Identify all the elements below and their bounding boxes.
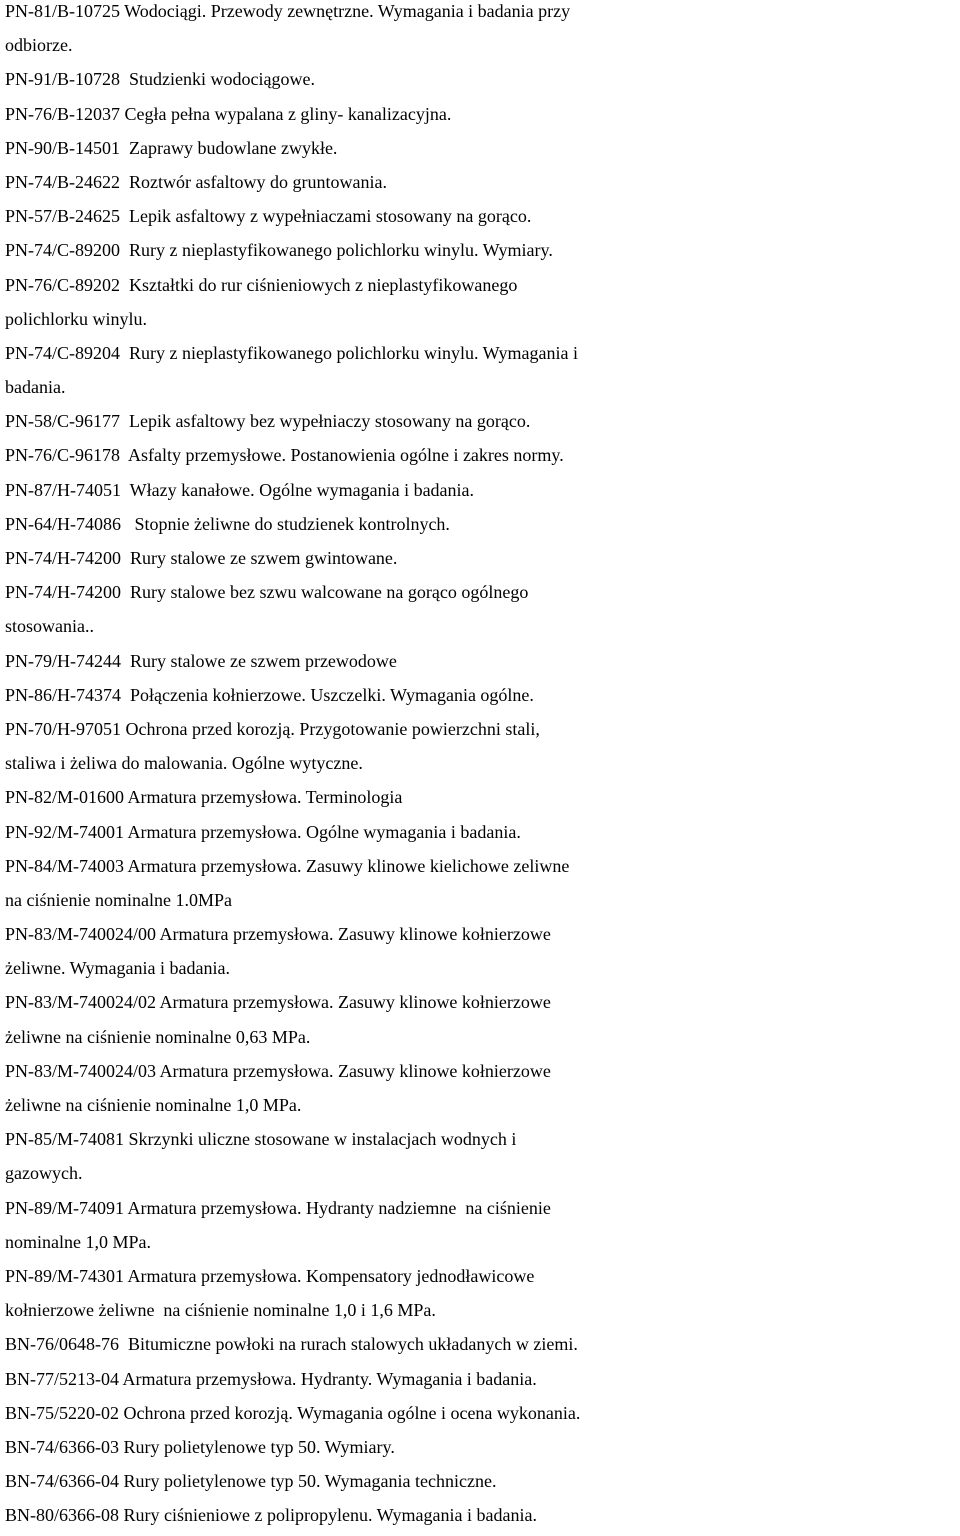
- standard-line: BN-80/6366-08 Rury ciśnieniowe z polipropylenu. Wymagania i badania.: [5, 1505, 537, 1526]
- standard-line: PN-85/M-74081 Skrzynki uliczne stosowane w instalacjach wodnych i: [5, 1129, 517, 1150]
- standard-line: PN-74/H-74200 Rury stalowe ze szwem gwintowane.: [5, 548, 398, 568]
- standard-line: stosowania..: [5, 616, 94, 637]
- standard-line: nominalne 1,0 MPa.: [5, 1231, 151, 1252]
- standard-line: PN-76/B-12037 Cegła pełna wypalana z gliny- kanalizacyjna.: [5, 103, 452, 124]
- standards-list: [5, 0, 957, 1532]
- standard-line: kołnierzowe żeliwne na ciśnienie nominalne 1,0 i 1,6 MPa.: [5, 1300, 436, 1321]
- standard-line: PN-84/M-74003 Armatura przemysłowa. Zasuwy klinowe kielichowe zeliwne: [5, 855, 570, 876]
- standard-line: PN-81/B-10725 Wodociągi. Przewody zewnętrzne. Wymagania i badania przy: [5, 1, 571, 21]
- standard-line: PN-83/M-740024/03 Armatura przemysłowa. Zasuwy klinowe kołnierzowe: [5, 1060, 551, 1081]
- standard-line: PN-70/H-97051 Ochrona przed korozją. Przygotowanie powierzchni stali,: [5, 718, 540, 739]
- standard-line: PN-58/C-96177 Lepik asfaltowy bez wypełniaczy stosowany na gorąco.: [5, 411, 531, 432]
- standard-line: gazowych.: [5, 1163, 83, 1184]
- standard-line: PN-92/M-74001 Armatura przemysłowa. Ogólne wymagania i badania.: [5, 821, 521, 842]
- standard-line: PN-90/B-14501 Zaprawy budowlane zwykłe.: [5, 137, 338, 158]
- standard-line: staliwa i żeliwa do malowania. Ogólne wytyczne.: [5, 753, 363, 774]
- standard-line: PN-76/C-96178 Asfalty przemysłowe. Postanowienia ogólne i zakres normy.: [5, 445, 564, 466]
- standard-line: PN-86/H-74374 Połączenia kołnierzowe. Uszczelki. Wymagania ogólne.: [5, 684, 534, 705]
- standard-line: badania.: [5, 377, 66, 398]
- standard-line: PN-64/H-74086 Stopnie żeliwne do studzienek kontrolnych.: [5, 513, 450, 534]
- standard-line: polichlorku winylu.: [5, 308, 147, 329]
- standard-line: PN-83/M-740024/00 Armatura przemysłowa. Zasuwy klinowe kołnierzowe: [5, 924, 551, 945]
- standard-line: PN-91/B-10728 Studzienki wodociągowe.: [5, 69, 315, 90]
- standard-line: PN-89/M-74091 Armatura przemysłowa. Hydranty nadziemne na ciśnienie: [5, 1197, 551, 1218]
- standard-line: BN-74/6366-03 Rury polietylenowe typ 50. Wymiary.: [5, 1436, 395, 1457]
- standard-line: PN-82/M-01600 Armatura przemysłowa. Terminologia: [5, 787, 403, 808]
- standard-line: odbiorze.: [5, 35, 73, 56]
- standard-line: BN-74/6366-04 Rury polietylenowe typ 50. Wymagania techniczne.: [5, 1471, 497, 1492]
- standard-line: żeliwne na ciśnienie nominalne 0,63 MPa.: [5, 1026, 311, 1047]
- standard-line: PN-79/H-74244 Rury stalowe ze szwem przewodowe: [5, 650, 397, 671]
- standard-line: PN-57/B-24625 Lepik asfaltowy z wypełniaczami stosowany na gorąco.: [5, 206, 532, 227]
- standard-line: BN-76/0648-76 Bitumiczne powłoki na rurach stalowych układanych w ziemi.: [5, 1334, 578, 1355]
- standard-line: PN-74/C-89204 Rury z nieplastyfikowanego polichlorku winylu. Wymagania i: [5, 342, 578, 363]
- standard-line: żeliwne na ciśnienie nominalne 1,0 MPa.: [5, 1095, 302, 1115]
- standard-line: PN-89/M-74301 Armatura przemysłowa. Kompensatory jednodławicowe: [5, 1265, 535, 1286]
- standard-line: PN-76/C-89202 Kształtki do rur ciśnieniowych z nieplastyfikowanego: [5, 274, 518, 295]
- standard-line: PN-74/B-24622 Roztwór asfaltowy do gruntowania.: [5, 171, 387, 192]
- standard-line: PN-83/M-740024/02 Armatura przemysłowa. Zasuwy klinowe kołnierzowe: [5, 992, 551, 1013]
- standard-line: PN-74/C-89200 Rury z nieplastyfikowanego polichlorku winylu. Wymiary.: [5, 240, 553, 261]
- standard-line: PN-74/H-74200 Rury stalowe bez szwu walcowane na gorąco ogólnego: [5, 582, 529, 603]
- standard-line: PN-87/H-74051 Włazy kanałowe. Ogólne wymagania i badania.: [5, 479, 475, 500]
- standard-line: na ciśnienie nominalne 1.0MPa: [5, 889, 232, 910]
- standard-line: BN-77/5213-04 Armatura przemysłowa. Hydranty. Wymagania i badania.: [5, 1368, 537, 1389]
- standard-line: żeliwne. Wymagania i badania.: [5, 958, 230, 979]
- standard-line: BN-75/5220-02 Ochrona przed korozją. Wymagania ogólne i ocena wykonania.: [5, 1402, 581, 1423]
